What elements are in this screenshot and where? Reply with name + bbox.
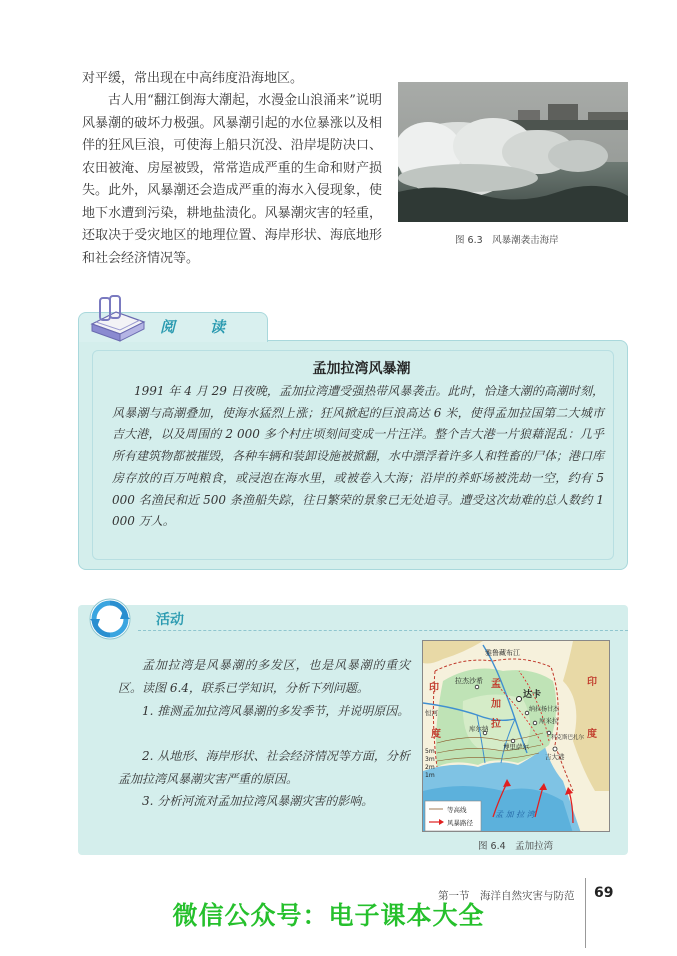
page-number: 69	[594, 885, 614, 901]
map-label-india-left-1: 印	[429, 683, 439, 694]
reading-body: 1991 年 4 月 29 日夜晚，孟加拉湾遭受强热带风暴袭击。此时，恰逢大潮的高潮时刻，风暴潮与高潮叠加，使海水猛烈上涨；狂风掀起的巨浪高达 6 米，使得孟加拉国第二大城市吉大港，以及周围的 2 000 多个村庄顷刻间变成一片汪洋。整个吉大港一片狼藉混乱：几乎所有建筑物都被摧毁，各种车辆和装卸设施被掀翻，水中漂浮着许多人和牲畜的尸体；港口库房存放的百万吨粮食，或浸泡在海水里，或被卷入大海；沿岸的养虾场被洗劫一空，约有 5 000 名渔民和近 500 条渔船失踪，往日繁荣的景象已无处追寻。遭受这次劫难的总人数约 1 000 万人。	[112, 384, 605, 529]
footer-section-title: 第一节 海洋自然灾害与防范	[438, 890, 575, 902]
map-label-india-right-1: 印	[587, 677, 597, 688]
map-label-dhaka: 达卡	[523, 690, 542, 700]
activity-question-3: 3. 分析河流对孟加拉湾风暴潮灾害的影响。	[142, 794, 374, 808]
map-label-rajshahi: 拉杰沙希	[455, 677, 483, 685]
watermark-text: 微信公众号：电子课本大全	[172, 901, 485, 930]
map-label-narayanganj: 纳拉扬甘杰	[529, 706, 560, 713]
map-label-bangla-3: 拉	[491, 719, 501, 730]
bay-of-bengal-map	[422, 640, 610, 832]
figure-6-4-caption: 图 6.4 孟加拉湾	[478, 841, 554, 852]
map-label-coxs-bazar: 科克斯巴扎尔	[551, 735, 585, 741]
map-label-yalu: 雅鲁藏布江	[485, 649, 520, 657]
storm-surge-photo	[398, 82, 628, 222]
activity-question-2: 2. 从地形、海岸形状、社会经济情况等方面，分析孟加拉湾风暴潮灾害严重的原因。	[118, 749, 410, 786]
map-label-india-right-2: 度	[587, 729, 597, 740]
map-label-khulna: 库尔纳	[469, 725, 489, 733]
map-label-india-left-2: 度	[431, 729, 441, 740]
map-label-bangla-1: 孟	[491, 679, 501, 690]
legend-contour-label: 等高线	[447, 806, 467, 814]
map-label-comilla: 库米拉	[539, 717, 559, 725]
paragraph-2: 古人用“翻江倒海大潮起，水漫金山浪涌来”说明风暴潮的破坏力极强。风暴潮引起的水位暴涨以及相伴的狂风巨浪，可使海上船只沉没、沿岸堤防决口、农田被淹、房屋被毁，常常造成严重的生命和财产损失。此外，风暴潮还会造成严重的海水入侵现象，使地下水遭到污染，耕地盐渍化。风暴潮灾害的轻重，还取决于受灾地区的地理位置、海岸形状、海底地形和社会经济情况等。	[82, 93, 382, 266]
activity-title: 活动	[156, 612, 184, 628]
legend-storm-path-label: 风暴路径	[447, 819, 473, 827]
map-label-depth-2m: 2m	[425, 764, 435, 771]
figure-6-3-caption: 图 6.3 风暴潮袭击海岸	[455, 235, 559, 246]
map-label-ganges: 恒河	[425, 709, 438, 717]
map-label-barisal: 博里萨尔	[503, 743, 529, 751]
activity-intro: 孟加拉湾是风暴潮的多发区，也是风暴潮的重灾区。读图 6.4，联系已学知识，分析下列问题。	[118, 658, 410, 695]
storm-surge-image	[398, 82, 628, 222]
reading-heading: 孟加拉湾风暴潮	[312, 361, 411, 377]
book-stack-icon	[86, 294, 148, 344]
map-label-bay: 孟 加 拉 湾	[495, 810, 535, 819]
map-label-chittagong: 吉大港	[545, 753, 565, 761]
map-label-depth-5m: 5m	[425, 748, 435, 755]
reading-tab-label: 阅 读	[160, 318, 236, 336]
map-label-depth-3m: 3m	[425, 756, 435, 763]
cycle-arrows-icon	[88, 597, 132, 641]
map-label-bangla-2: 加	[491, 699, 501, 710]
activity-question-1: 1. 推测孟加拉湾风暴潮的多发季节，并说明原因。	[142, 704, 410, 718]
activity-divider	[138, 630, 628, 631]
map-label-depth-1m: 1m	[425, 772, 435, 779]
paragraph-1: 对平缓，常出现在中高纬度沿海地区。	[82, 71, 304, 86]
